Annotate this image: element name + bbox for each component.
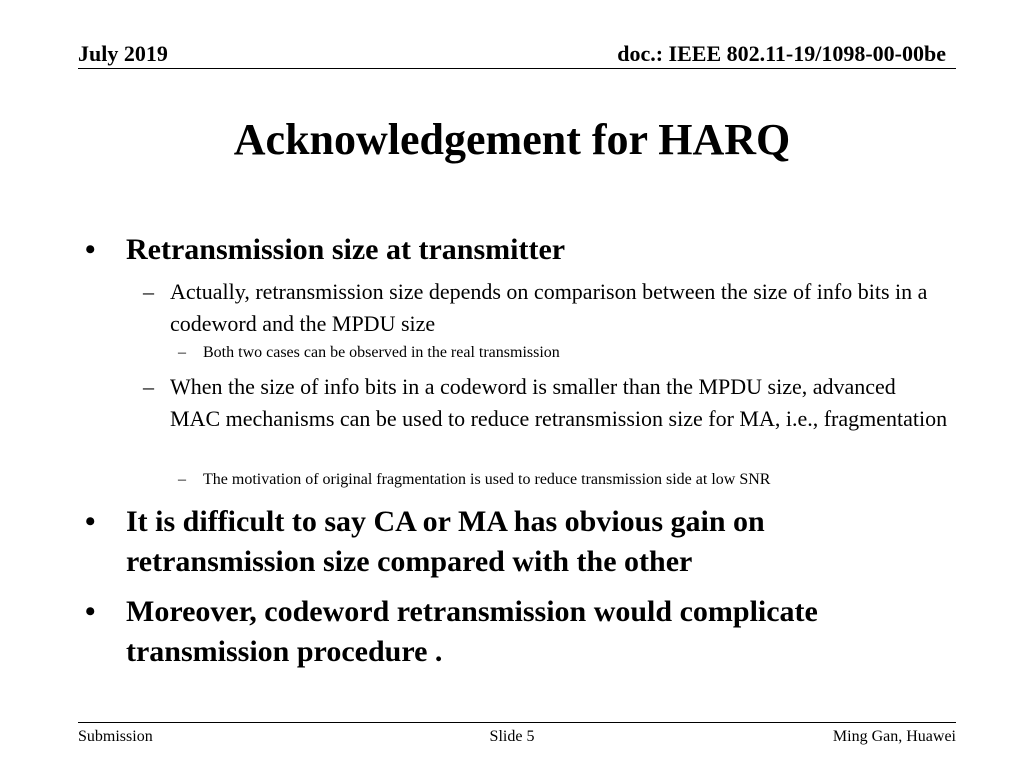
sub-sub-bullet-text: Both two cases can be observed in the real transmission — [203, 344, 560, 361]
header-divider — [78, 68, 956, 69]
sub-sub-bullet-marker: – — [178, 471, 186, 488]
bullet-text: Retransmission size at transmitter — [126, 233, 566, 266]
sub-bullet-marker: – — [143, 374, 154, 399]
sub-bullet-text: When the size of info bits in a codeword is smaller than the MPDU size, advanced MAC mechanisms can be used to reduce retransmission size for MA, i.e., fragmentation — [170, 374, 948, 431]
bullet-text: It is difficult to say CA or MA has obvious gain on retransmission size compared with the other — [126, 505, 765, 578]
sub-bullet-marker: – — [143, 279, 154, 304]
footer-divider — [78, 722, 956, 723]
sub-bullet-text: Actually, retransmission size depends on comparison between the size of info bits in a codeword and the MPDU size — [170, 279, 928, 336]
footer-slide-number: Slide 5 — [489, 728, 535, 745]
sub-sub-bullet-marker: – — [178, 344, 186, 361]
sub-sub-bullet-text: The motivation of original fragmentation is used to reduce transmission side at low SNR — [203, 471, 771, 488]
header-date: July 2019 — [78, 41, 168, 66]
bullet-text: Moreover, codeword retransmission would complicate transmission procedure . — [126, 595, 818, 668]
slide-title: Acknowledgement for HARQ — [233, 115, 791, 164]
footer-author: Ming Gan, Huawei — [832, 728, 956, 745]
bullet-marker: • — [85, 233, 96, 266]
footer-submission: Submission — [78, 728, 153, 745]
bullet-marker: • — [85, 505, 96, 538]
header-doc-id: doc.: IEEE 802.11-19/1098-00-00be — [617, 41, 946, 66]
bullet-marker: • — [85, 595, 96, 628]
